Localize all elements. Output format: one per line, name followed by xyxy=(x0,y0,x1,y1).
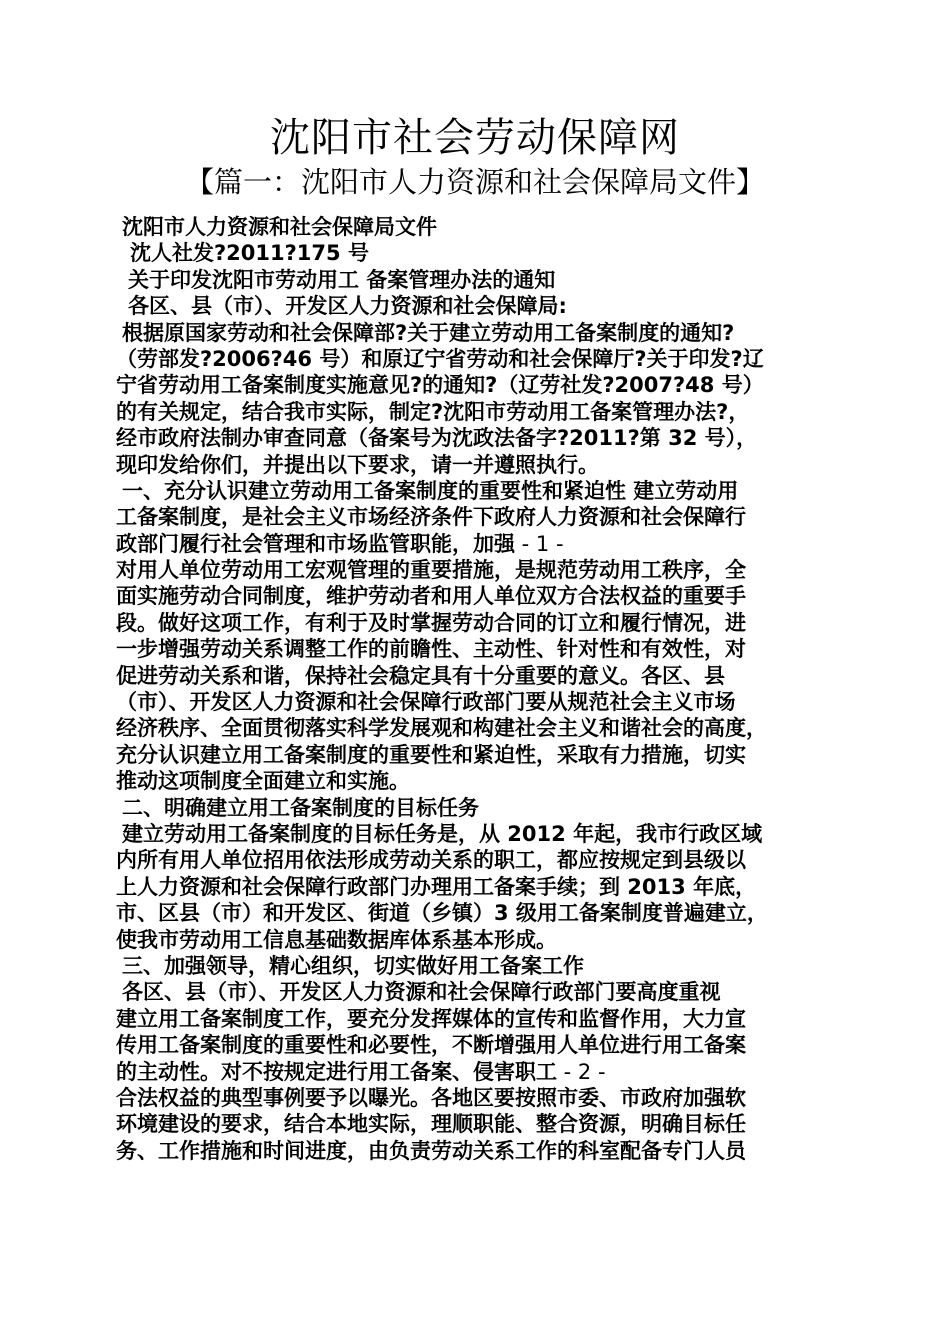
text-line-content: 市、区县（市）和开发区、街道（乡镇）3 级用工备案制度普遍建立， xyxy=(116,901,768,926)
text-line xyxy=(116,1085,846,1111)
text-line xyxy=(116,742,846,768)
text-line xyxy=(116,478,846,504)
text-line xyxy=(116,1138,846,1164)
text-line xyxy=(116,689,846,715)
text-line-content: （劳部发?2006?46 号）和原辽宁省劳动和社会保障厅?关于印发?辽 xyxy=(116,346,764,371)
text-line-content: 面实施劳动合同制度，维护劳动者和用人单位双方合法权益的重要手 xyxy=(116,584,746,609)
text-line xyxy=(116,425,846,451)
text-line-content: 使我市劳动用工信息基础数据库体系基本形成。 xyxy=(116,927,557,952)
text-line-content: 的有关规定，结合我市实际，制定?沈阳市劳动用工备案管理办法?， xyxy=(116,399,750,424)
text-line xyxy=(116,372,846,398)
text-line xyxy=(116,636,846,662)
text-line-content: 政部门履行社会管理和市场监管职能，加强 xyxy=(116,531,515,556)
text-line xyxy=(116,214,846,240)
text-line-content: 一、充分认识建立劳动用工备案制度的重要性和紧迫性 建立劳动用 xyxy=(122,478,739,503)
text-line-content: 二、明确建立用工备案制度的目标任务 xyxy=(122,795,479,820)
text-line-content: 三、加强领导，精心组织，切实做好用工备案工作 xyxy=(122,953,584,978)
text-line xyxy=(116,1059,846,1085)
text-line xyxy=(116,557,846,583)
page-number: - 2 - xyxy=(557,1059,606,1084)
text-line xyxy=(116,953,846,979)
text-line xyxy=(116,240,846,266)
text-line xyxy=(116,1032,846,1058)
text-line xyxy=(116,293,846,319)
text-line xyxy=(116,927,846,953)
text-line-content: 对用人单位劳动用工宏观管理的重要措施，是规范劳动用工秩序，全 xyxy=(116,558,746,583)
text-line-content: 上人力资源和社会保障行政部门办理用工备案手续；到 2013 年底， xyxy=(116,874,757,899)
text-line-content: 一步增强劳动关系调整工作的前瞻性、主动性、针对性和有效性，对 xyxy=(116,637,746,662)
text-line xyxy=(116,610,846,636)
text-line xyxy=(116,452,846,478)
text-line xyxy=(116,504,846,530)
document-body xyxy=(116,214,846,1164)
text-line xyxy=(116,663,846,689)
text-line xyxy=(116,874,846,900)
text-line-content: 推动这项制度全面建立和实施。 xyxy=(116,769,410,794)
text-line-content: 各区、县（市）、开发区人力资源和社会保障局: xyxy=(128,294,567,319)
text-line xyxy=(116,531,846,557)
text-line xyxy=(116,399,846,425)
text-line xyxy=(116,821,846,847)
text-line-content: 各区、县（市）、开发区人力资源和社会保障行政部门要高度重视 xyxy=(122,980,721,1005)
text-line-content: 充分认识建立用工备案制度的重要性和紧迫性，采取有力措施，切实 xyxy=(116,742,746,767)
text-line-content: （市）、开发区人力资源和社会保障行政部门要从规范社会主义市场 xyxy=(116,690,736,715)
text-line-content: 经市政府法制办审查同意（备案号为沈政法备字?2011?第 32 号）， xyxy=(116,426,758,451)
text-line-content: 合法权益的典型事例要予以曝光。各地区要按照市委、市政府加强软 xyxy=(116,1085,746,1110)
text-line-content: 关于印发沈阳市劳动用工 备案管理办法的通知 xyxy=(128,267,556,292)
text-line-content: 宁省劳动用工备案制度实施意见?的通知?（辽劳社发?2007?48 号） xyxy=(116,373,764,398)
text-line xyxy=(116,1111,846,1137)
text-line-content: 建立用工备案制度工作，要充分发挥媒体的宣传和监督作用，大力宣 xyxy=(116,1006,746,1031)
text-line-content: 经济秩序、全面贯彻落实科学发展观和构建社会主义和谐社会的高度， xyxy=(116,716,767,741)
text-line-content: 现印发给你们，并提出以下要求，请一并遵照执行。 xyxy=(116,452,599,477)
text-line-content: 促进劳动关系和谐，保持社会稳定具有十分重要的意义。各区、县 xyxy=(116,663,725,688)
text-line-content: 传用工备案制度的重要性和必要性，不断增强用人单位进行用工备案 xyxy=(116,1033,746,1058)
text-line xyxy=(116,900,846,926)
text-line xyxy=(116,1006,846,1032)
text-line xyxy=(116,715,846,741)
text-line-content: 根据原国家劳动和社会保障部?关于建立劳动用工备案制度的通知? xyxy=(122,320,735,345)
text-line xyxy=(116,768,846,794)
text-line-content: 沈阳市人力资源和社会保障局文件 xyxy=(122,215,437,239)
document-subtitle: 【篇一：沈阳市人力资源和社会保障局文件】 xyxy=(184,165,765,199)
text-line xyxy=(116,267,846,293)
text-line-content: 建立劳动用工备案制度的目标任务是，从 2012 年起，我市行政区域 xyxy=(122,821,763,846)
text-line xyxy=(116,346,846,372)
text-line xyxy=(116,320,846,346)
text-line xyxy=(116,847,846,873)
text-line-content: 务、工作措施和时间进度，由负责劳动关系工作的科室配备专门人员 xyxy=(116,1138,746,1163)
text-line xyxy=(116,583,846,609)
text-line-content: 工备案制度，是社会主义市场经济条件下政府人力资源和社会保障行 xyxy=(116,505,746,530)
page-number: - 1 - xyxy=(515,531,564,556)
text-line-content: 的主动性。对不按规定进行用工备案、侵害职工 xyxy=(116,1059,557,1084)
text-line xyxy=(116,979,846,1005)
text-line-content: 环境建设的要求，结合本地实际，理顺职能、整合资源，明确目标任 xyxy=(116,1112,746,1137)
text-line xyxy=(116,795,846,821)
document-title: 沈阳市社会劳动保障网 xyxy=(270,115,680,161)
text-line-content: 段。做好这项工作，有利于及时掌握劳动合同的订立和履行情况，进 xyxy=(116,610,746,635)
text-line-content: 沈人社发?2011?175 号 xyxy=(130,241,369,266)
text-line-content: 内所有用人单位招用依法形成劳动关系的职工，都应按规定到县级以 xyxy=(116,848,746,873)
